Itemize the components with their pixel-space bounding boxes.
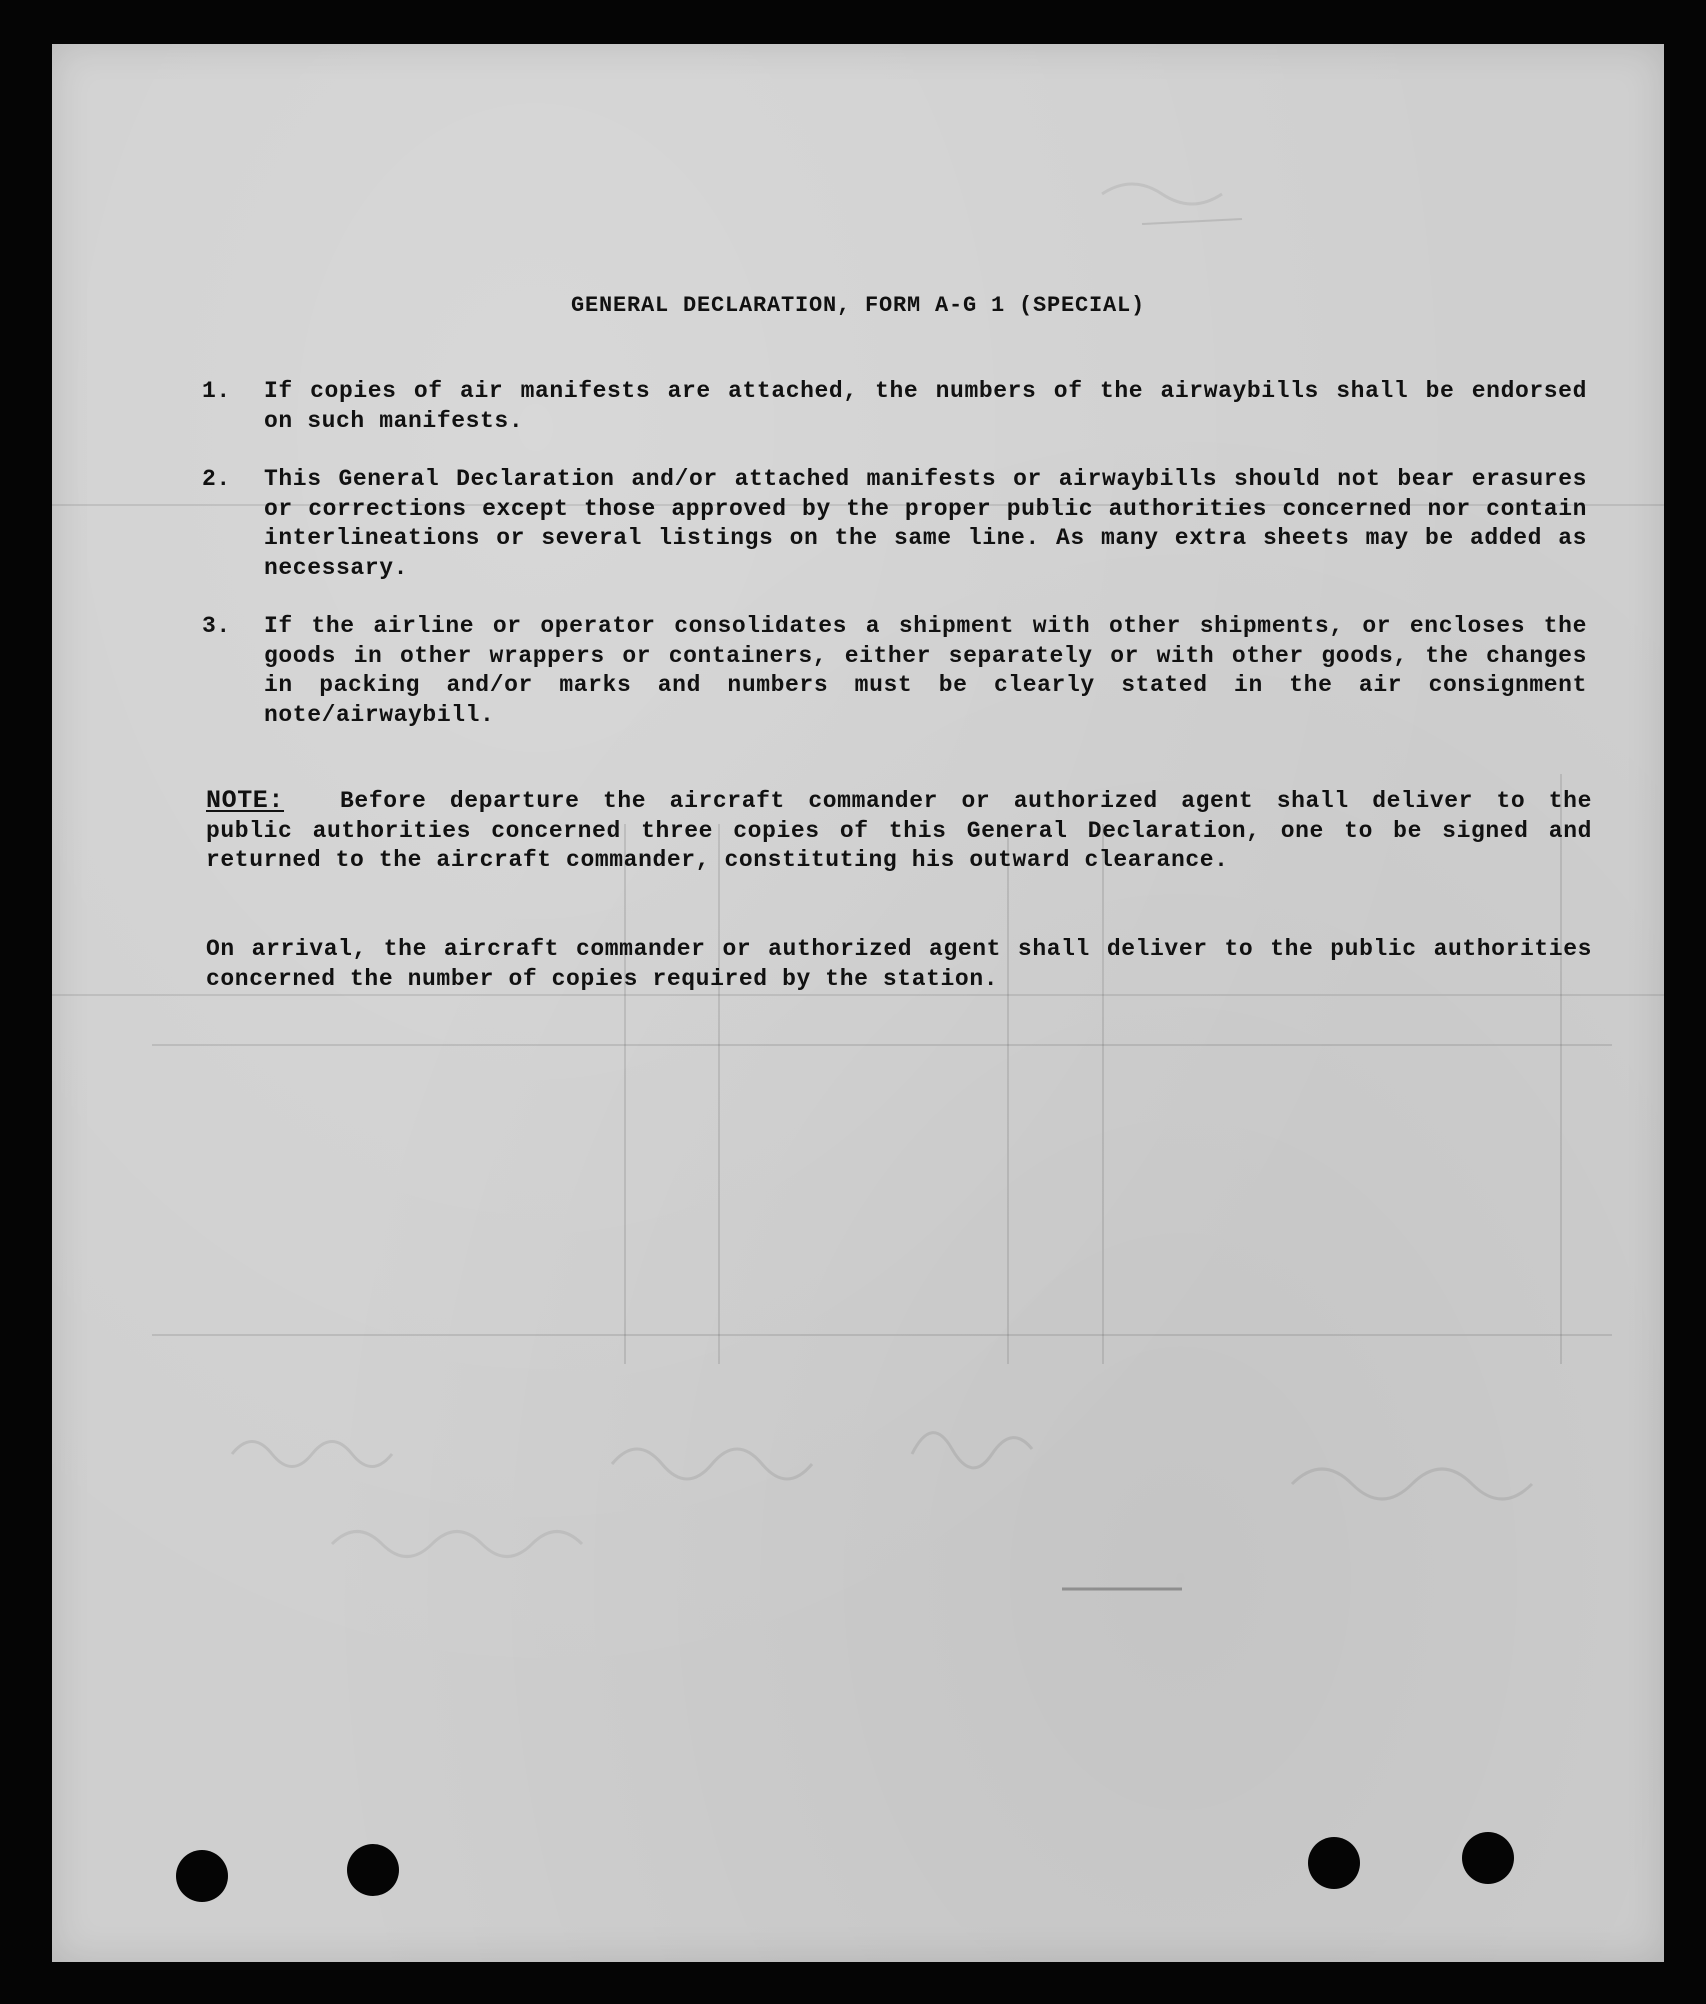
document-page xyxy=(52,44,1664,1962)
instruction-text: If the airline or operator consolidates a shipment with other shipments, or encloses the goods in other wrappers or containers, either separately or with other goods, the changes in packing and/or marks and numbers must be clearly stated in the air consignment note/airwaybill. xyxy=(264,613,1587,728)
instruction-number: 1. xyxy=(202,378,231,404)
bleed-through-handwriting xyxy=(52,44,1664,1962)
note-text: Before departure the aircraft commander or authorized agent shall deliver to the public authorities concerned three copies of this General Declaration, one to be signed and returned to the aircraft commander, constituting his outward clearance. xyxy=(206,788,1592,873)
punch-hole xyxy=(1462,1832,1514,1884)
note-label: NOTE: xyxy=(206,786,285,815)
instruction-text: If copies of air manifests are attached, the numbers of the airwaybills shall be endorsed on such manifests. xyxy=(264,378,1587,434)
instruction-number: 2. xyxy=(202,466,231,492)
punch-hole xyxy=(1308,1837,1360,1889)
form-title: GENERAL DECLARATION, FORM A-G 1 (SPECIAL) xyxy=(570,293,1146,318)
instruction-number: 3. xyxy=(202,613,231,639)
instruction-text: This General Declaration and/or attached manifests or airwaybills should not bear erasures or corrections except those approved by the proper public authorities concerned nor contain interlineations or several listings on the same line. As many extra sheets may be added as necessary. xyxy=(264,466,1587,581)
departure-note xyxy=(206,786,1592,876)
punch-hole xyxy=(347,1844,399,1896)
arrival-note: On arrival, the aircraft commander or authorized agent shall deliver to the public authorities concerned the number of copies required by the station. xyxy=(206,936,1592,992)
punch-hole xyxy=(176,1850,228,1902)
